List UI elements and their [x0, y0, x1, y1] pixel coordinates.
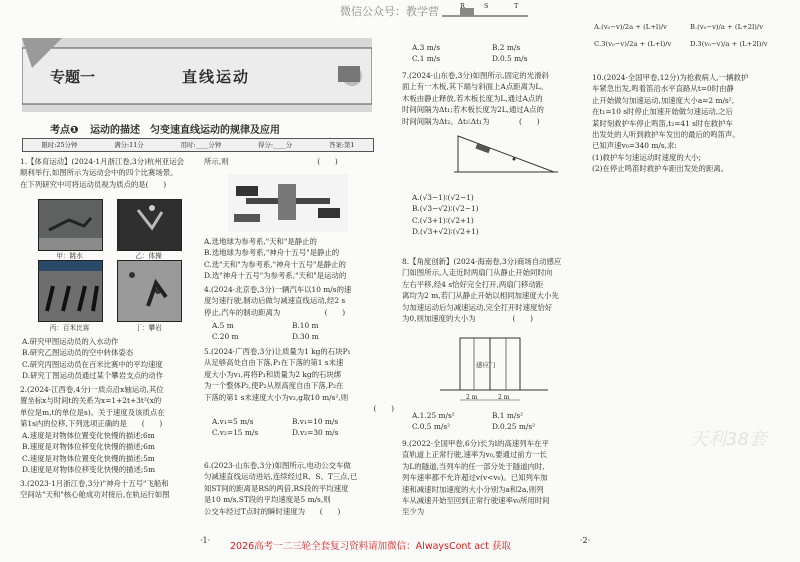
photo-climbing: [117, 260, 182, 322]
q8-options: A.1.25 m/s² B.1 m/s² C.0.5 m/s² D.0.25 m/s²: [412, 411, 536, 432]
door-label: 感应门: [476, 361, 496, 369]
point-header: [50, 121, 370, 136]
q1-text: 1.【体育运动】(2024·1月浙江卷,3分)杭州亚运会 顺利举行,如图所示为运动会中的四个比赛场景。 在下列研究中可将运动员视为质点的是( ): [20, 157, 184, 189]
footer-promo: 2026高考一二三轮全套复习资料请加微信：AlwaysCont act 获取: [230, 541, 511, 552]
point-number: 考点❶: [50, 125, 79, 136]
answer-ref: 答案:第1: [329, 141, 355, 149]
score-field: 得分:____分: [258, 141, 293, 149]
point-title: 运动的描述 匀变速直线运动的规律及应用: [89, 125, 280, 136]
photo-diving: [38, 199, 103, 251]
q8-text: 8.【角度创新】(2024·海南卷,3分)商场自动感应 门如图所示,人走近时两扇门从静止开始同时向 左右平移,经4 s恰好完全打开,两扇门移动距 离均为2 m,若门从静止开始以相同加速度大小先 匀加速运动后匀减速运动,完全打开时速度恰好 为0,则加速度的大小为 ( ): [402, 257, 562, 324]
caption-diving: 甲：跳水: [56, 252, 83, 260]
left-page-number: ·1·: [200, 536, 211, 545]
right-page-number: ·2·: [580, 536, 591, 545]
q6-text: 6.(2023·山东卷,3分)如图所示,电动公交车做 匀减速直线运动进站,连续经过R、S、T三点,已 知ST间的距离是RS的两倍,RS段的平均速度 是10 m/s,ST段的平均速度是5 m/s,则 公交车经过T点时的瞬时速度为 ( ): [204, 461, 358, 516]
caption-sprint: 丙：百米比赛: [49, 324, 90, 332]
spacecraft-figure: [228, 174, 348, 232]
brand-watermark: 天利38套: [690, 429, 767, 450]
q5-options: A.v₁=5 m/s B.v₁=10 m/s C.v₂=15 m/s D.v₂=30 m/s: [212, 417, 339, 438]
full-score: 满分:11分: [114, 141, 144, 149]
caption-gymnastics: 乙：体操: [135, 252, 162, 260]
time-limit: 限时:25分钟: [41, 141, 78, 149]
topic-title: 直线运动: [182, 68, 251, 86]
q3-text: 3.(2023·1月浙江卷,3分)"神舟十五号"飞船和 空间站"天和"核心舱成功对接后,在轨运行如图: [20, 479, 170, 500]
q3-continued: 所示,则 ( ): [204, 157, 338, 166]
photo-sprint: [38, 260, 103, 322]
q9-text: 9.(2022·全国甲卷,6分)长为l的高速列车在平 直轨道上正常行驶,速率为v₀,要通过前方一长 为L的隧道,当列车的任一部分处于隧道内时, 列车速率都不允许超过v(v<v₀)。已知列车加 速和减速时加速度的大小分别为a和2a,则列 车从减速开始至回到正常行驶速率v₀所用时间 至少为: [402, 439, 550, 517]
q2-options: A.速度是对物体位置变化快慢的描述;6m B.速度是对物体位移变化快慢的描述;6m C.速度是对物体位置变化快慢的描述;5m D.速度是对物体位移变化快慢的描述;5m: [22, 431, 156, 475]
q4-options: A.5 m B.10 m C.20 m D.30 m: [212, 321, 319, 342]
q3-options: A.选地球为参考系,"天和"是静止的 B.选地球为参考系,"神舟十五号"是静止的 C.选"天和"为参考系,"神舟十五号"是静止的 D.选"神舟十五号"为参考系,"天和"是运动的: [204, 237, 347, 281]
q1-options: A.研究甲图运动员的入水动作 B.研究乙图运动员的空中转体姿态 C.研究丙图运动员在百米比赛中的平均速度 D.研究丁图运动员通过某个攀岩支点的动作: [22, 337, 164, 381]
q6-options: A.3 m/s B.2 m/s C.1 m/s D.0.5 m/s: [412, 43, 528, 64]
q10-text: 10.(2024·全国甲卷,12分)为抢救病人,一辆救护 车紧急出发,鸣着笛沿水平直路从t=0时由静 止开始做匀加速运动,加速度大小a=2 m/s², 在t₁=10 s时停止加速开始做匀速运动,之后 某时刻救护车停止鸣笛,t₂=41 s时在救护车 出发处的人听到救护车发出的最后的鸣笛声。 已知声速v₀=340 m/s,求: (1)救护车匀速运动时速度的大小; (2)在停止鸣笛时救护车距出发处的距离。: [592, 73, 749, 174]
door-figure: 感应门 2 m 2 m: [440, 332, 550, 408]
q7-options: A.(√3−1)∶(√2−1) B.(√3−√2)∶(√2−1) C.(√3+1)∶(√2+1) D.(√3+√2)∶(√2+1): [412, 193, 479, 237]
topic-banner: [22, 38, 372, 112]
rst-figure: R S T: [440, 4, 530, 20]
q5-text: 5.(2024·广西卷,3分)让质量为1 kg的石块P₁ 从足够高处自由下落,P₁在下落的第1 s末速 度大小为v₁,再将P₁和质量为2 kg的石块绑 为一个整体P₂,使P₂从原高度自由下落,P₂在 下落的第1 s末速度大小为v₂,g取10 m/s²,则 ( ): [204, 347, 394, 414]
caption-climbing: 丁：攀岩: [135, 324, 162, 332]
info-bar: [22, 138, 374, 152]
q4-text: 4.(2024·北京卷,3分)一辆汽车以10 m/s的速 度匀速行驶,制动后做匀减速直线运动,经2 s 停止,汽车的制动距离为 ( ): [204, 285, 352, 317]
photo-gymnastics: [117, 199, 182, 251]
topic-label: 专题一: [50, 68, 96, 86]
incline-figure: [454, 128, 560, 176]
time-used: 用时:____分钟: [180, 141, 222, 149]
q7-text: 7.(2024·山东卷,3分)如图所示,固定的光滑斜 面上有一木板,其下端与斜面上A点距离为L。 木板由静止释放,若木板长度为L,通过A点的 时间间隔为Δt₁;若木板长度为2L,通过A点的 时间间隔为Δt₂。Δt₂∶Δt₁为 ( ): [402, 71, 549, 126]
q2-text: 2.(2024·江西卷,4分)一质点沿x轴运动,其位 置坐标x与时间t的关系为x=1+2t+3t²(x的 单位是m,t的单位是s)。关于速度及该质点在 第1s内的位移,下列选项正确的是 ( ): [20, 385, 165, 429]
header-watermark: 微信公众号：教学营: [340, 5, 439, 18]
q9-options: A.(v₀−v)/2a + (L+l)/v B.(v₀−v)/a + (L+2l)/v C.3(v₀−v)/2a + (L+l)/v D.3(v₀−v)/a + (L+2l)/v: [594, 23, 768, 49]
